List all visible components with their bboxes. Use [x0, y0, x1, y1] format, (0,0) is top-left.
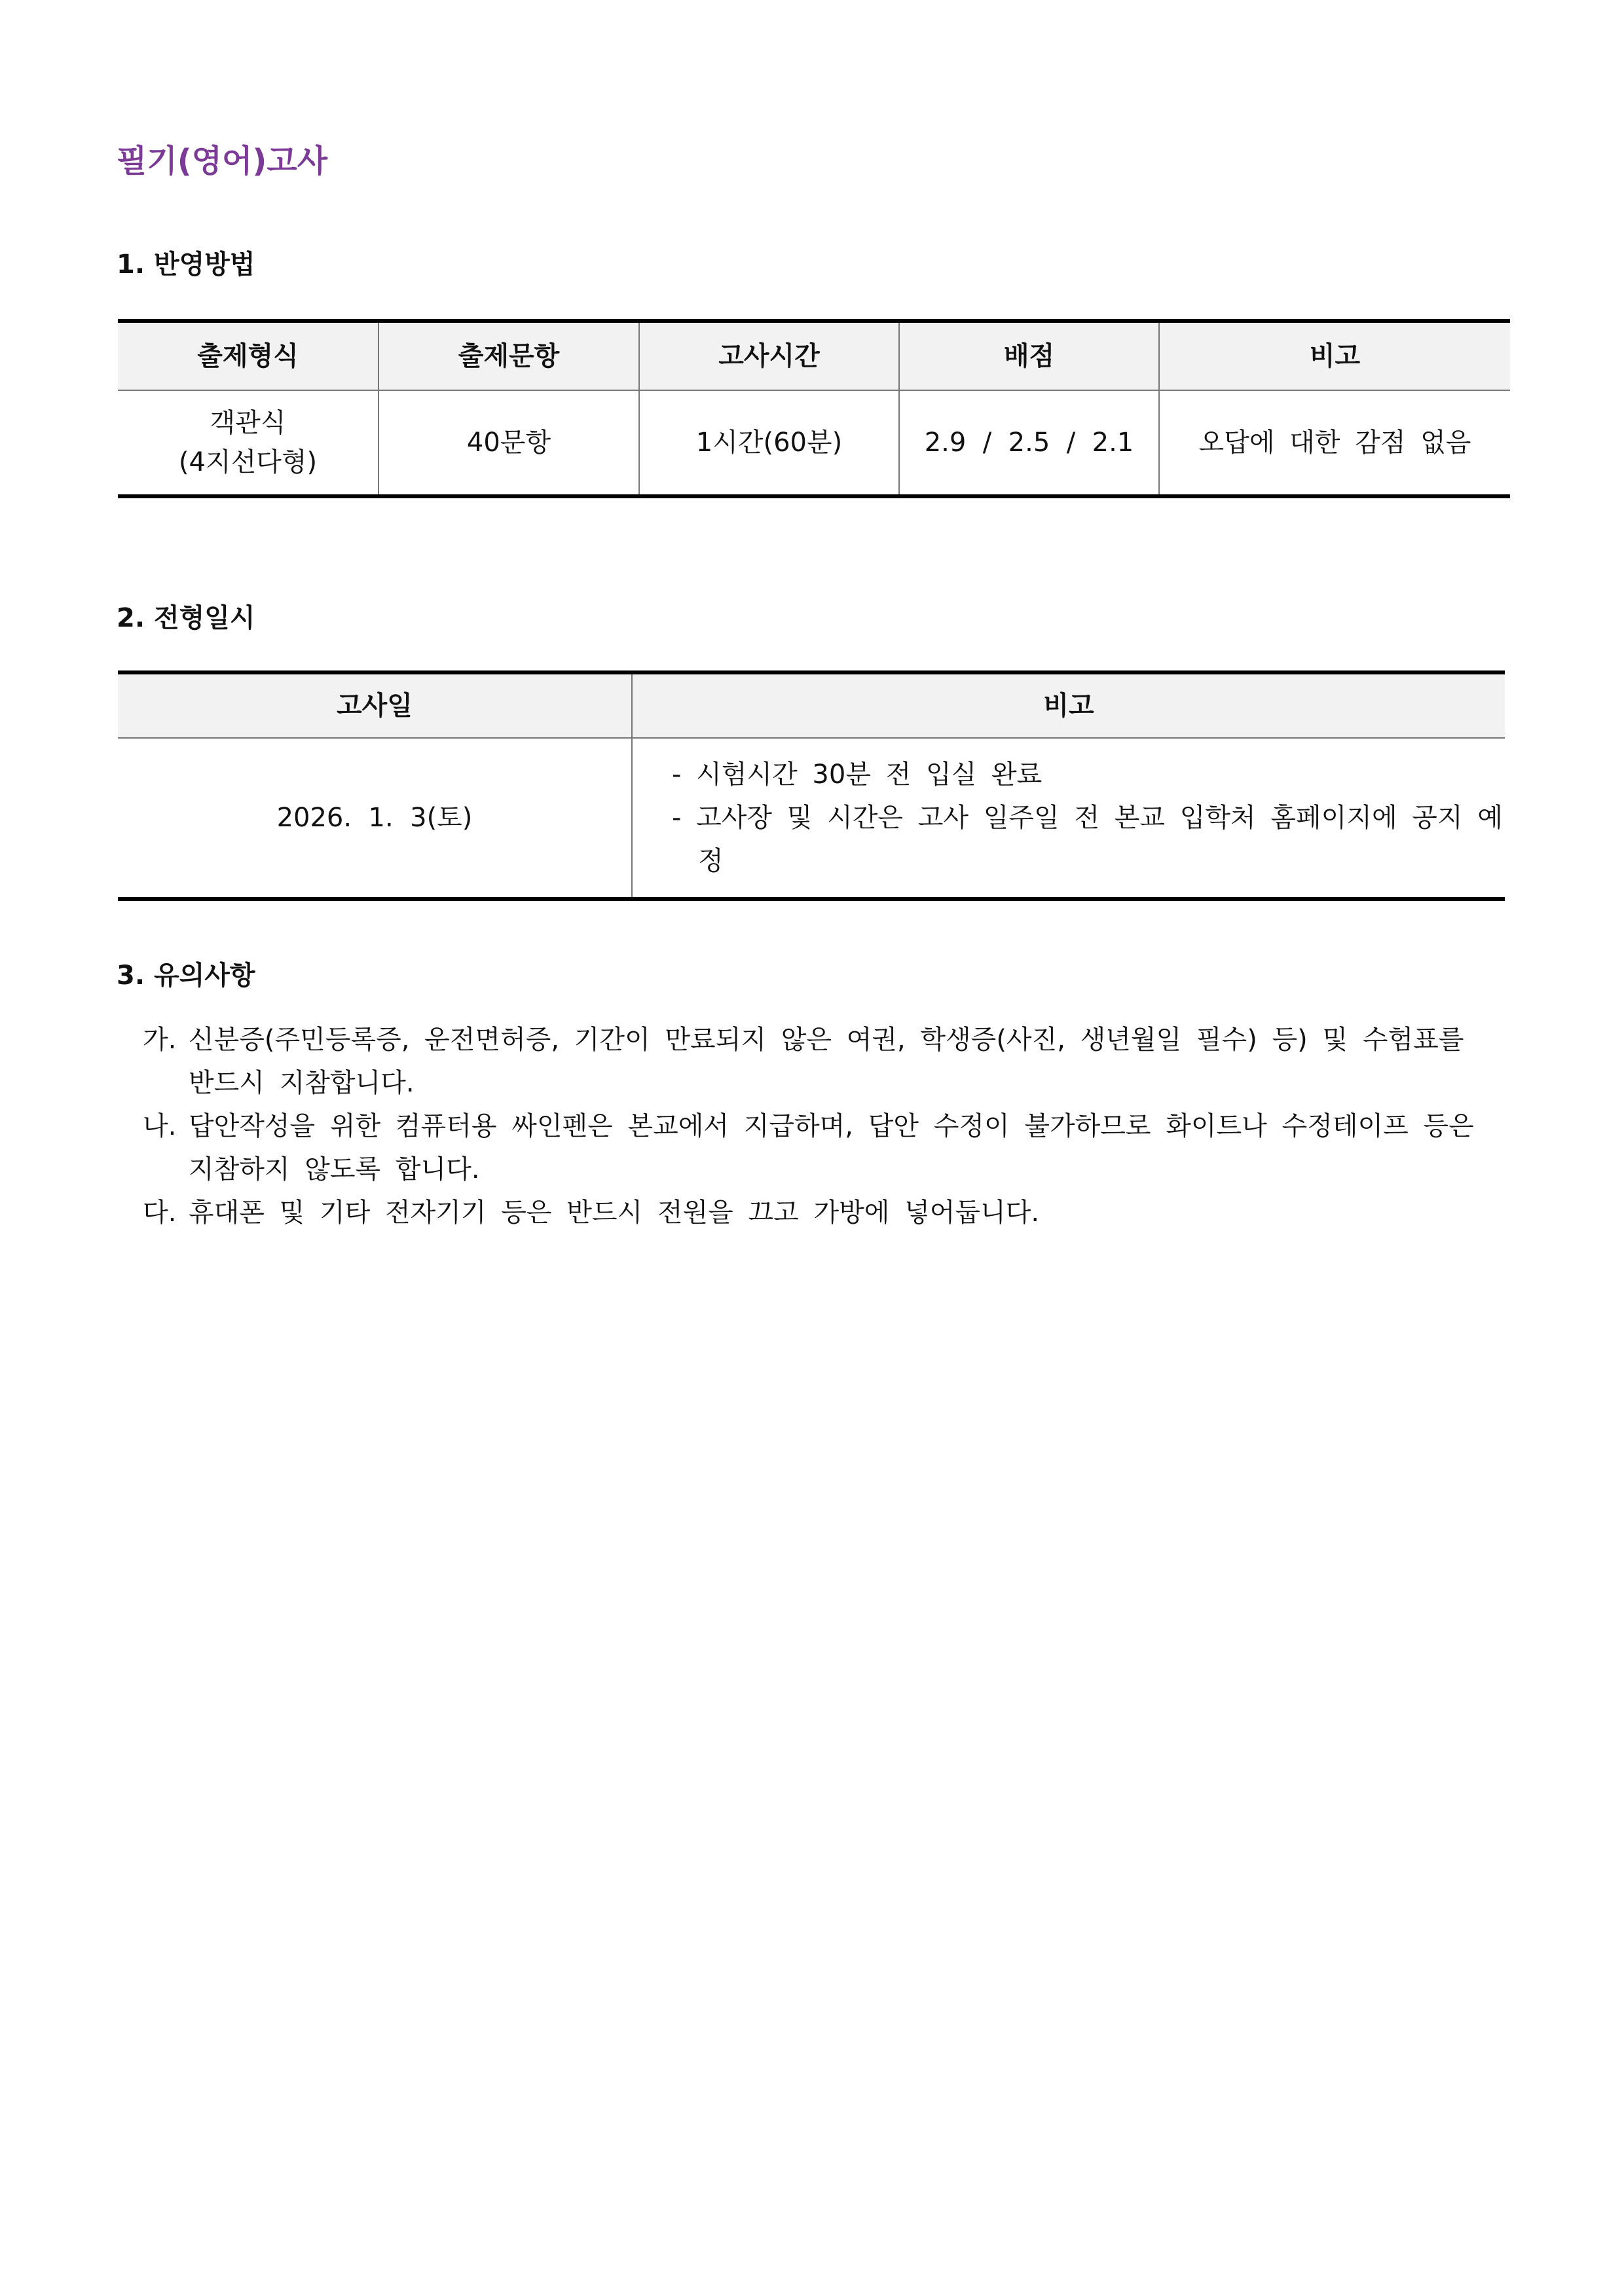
- cell-score-text: 2.9 / 2.5 / 2.1: [924, 428, 1134, 458]
- header-remarks: 비고: [632, 672, 1505, 738]
- header-exam-date: 고사일: [118, 672, 632, 738]
- note-marker: 가.: [143, 1025, 177, 1055]
- header-score: 배점: [899, 321, 1159, 390]
- schedule-table: [118, 670, 1505, 901]
- note-text: 휴대폰 및 기타 전자기기 등은 반드시 전원을 끄고 가방에 넣어둡니다.: [189, 1198, 1040, 1228]
- cell-remarks-text: 오답에 대한 감점 없음: [1198, 428, 1471, 458]
- cell-format-line1: 객관식: [210, 408, 286, 438]
- remark-line: - 시험시간 30분 전 입실 완료: [672, 760, 1043, 790]
- page-title: 필기(영어)고사: [117, 143, 328, 179]
- note-text: 신분증(주민등록증, 운전면허증, 기간이 만료되지 않은 여권, 학생증(사진, 생년월일 필수) 등) 및 수험표를 반드시 지참합니다.: [189, 1025, 1464, 1098]
- note-text: 답안작성을 위한 컴퓨터용 싸인펜은 본교에서 지급하며, 답안 수정이 불가하므로 화이트나 수정테이프 등은 지참하지 않도록 합니다.: [189, 1111, 1474, 1184]
- table-header-row: [118, 321, 1510, 390]
- cell-time: 1시간(60분): [639, 390, 899, 496]
- header-questions: 출제문항: [378, 321, 639, 390]
- section-heading-schedule: 2. 전형일시: [117, 603, 255, 633]
- cell-remarks: [1159, 390, 1510, 496]
- cell-format-line2: (4지선다형): [178, 447, 318, 477]
- cell-format: [118, 390, 378, 496]
- table-row: [118, 738, 1505, 899]
- header-remarks: 비고: [1159, 321, 1510, 390]
- header-format: 출제형식: [118, 321, 378, 390]
- cell-schedule-remarks: [632, 738, 1505, 899]
- note-marker: 다.: [143, 1198, 177, 1228]
- note-marker: 나.: [143, 1111, 177, 1141]
- table-header-row: [118, 672, 1505, 738]
- exam-method-table: [118, 319, 1510, 498]
- cell-exam-date: [118, 738, 632, 899]
- list-item: [143, 1018, 1498, 1105]
- table-row: [118, 390, 1510, 496]
- cell-score: [899, 390, 1159, 496]
- section-heading-method: 1. 반영방법: [117, 249, 255, 280]
- header-time: 고사시간: [639, 321, 899, 390]
- list-item: [143, 1191, 1498, 1234]
- cell-exam-date-text: 2026. 1. 3(토): [276, 803, 473, 833]
- section-heading-notes: 3. 유의사항: [117, 961, 255, 991]
- cell-questions: 40문항: [378, 390, 639, 496]
- list-item: [143, 1105, 1498, 1191]
- remark-line: - 고사장 및 시간은 고사 일주일 전 본교 입학처 홈페이지에 공지 예정: [672, 803, 1503, 876]
- notes-list: [143, 1018, 1498, 1234]
